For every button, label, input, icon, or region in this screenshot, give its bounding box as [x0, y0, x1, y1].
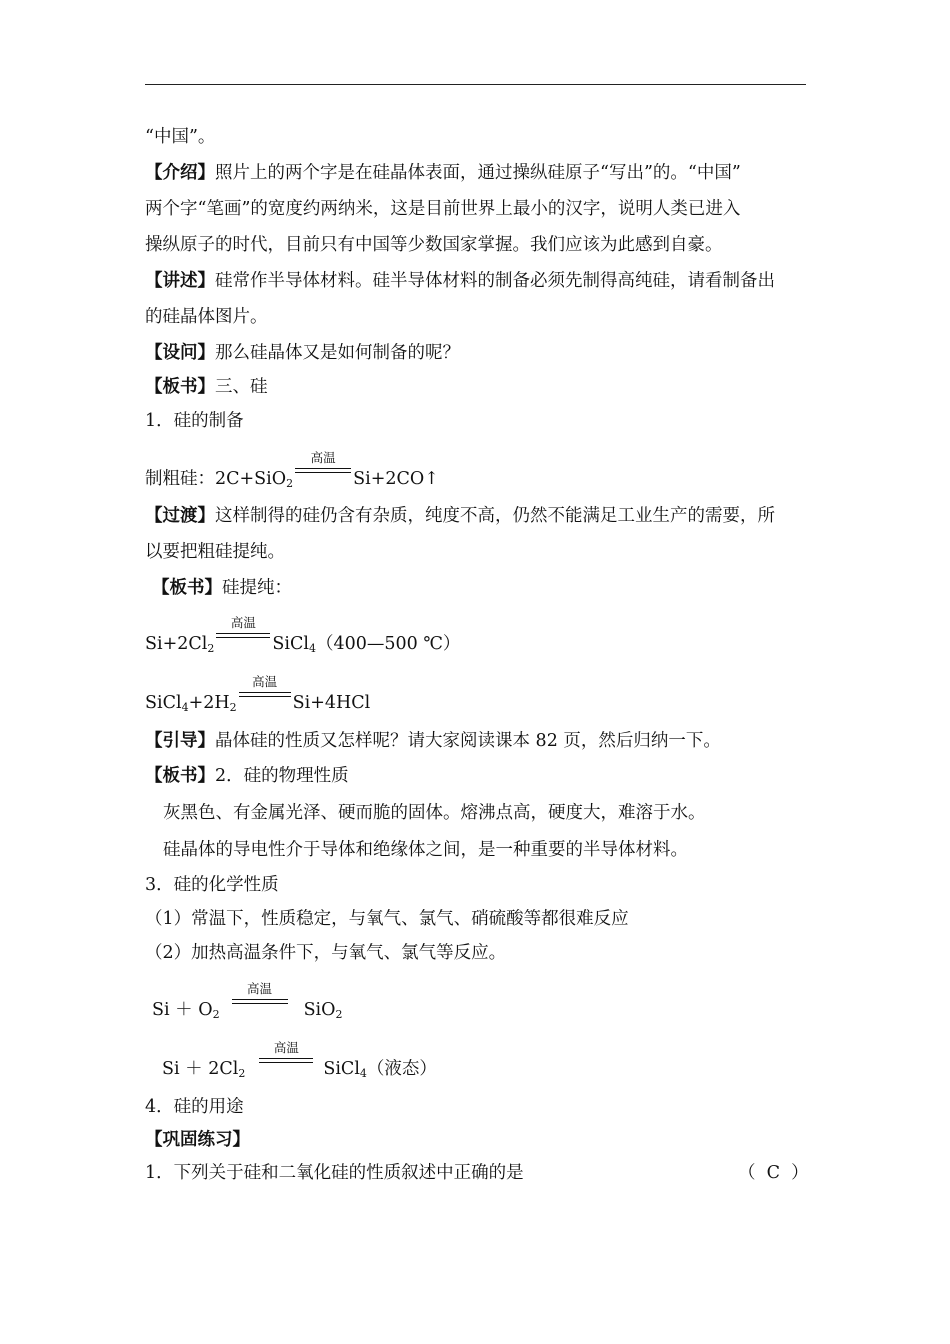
paragraph-line: 【介绍】照片上的两个字是在硅晶体表面，通过操纵硅原子“写出”的。“中国”	[145, 163, 741, 183]
section-tag: 【巩固练习】	[145, 1130, 250, 1150]
paragraph-line: 操纵原子的时代，目前只有中国等少数国家掌握。我们应该为此感到自豪。	[145, 235, 723, 255]
question-line: 1．下列关于硅和二氧化硅的性质叙述中正确的是	[145, 1163, 524, 1183]
paragraph-line: 两个字“笔画”的宽度约两纳米，这是目前世界上最小的汉字，说明人类已进入	[145, 199, 741, 219]
reaction-condition: 高温	[259, 1058, 313, 1080]
paragraph-line: 4．硅的用途	[145, 1097, 244, 1117]
equation-purify-1: $Si+2Cl_2$ 高温 SiCl$_4$（400—500 ℃）	[145, 615, 461, 655]
section-tag: 【设问】	[145, 343, 215, 363]
equation-crude-silicon: 制粗硅：2C+SiO$_2$ 高温 Si+2CO↑	[145, 450, 439, 490]
section-tag: 【板书】	[145, 377, 215, 397]
paragraph-line: “中国”。	[145, 127, 216, 147]
section-tag: 【介绍】	[145, 163, 215, 183]
section-tag: 【板书】	[152, 578, 222, 598]
section-tag: 【板书】	[145, 766, 215, 786]
paragraph-line: 灰黑色、有金属光泽、硬而脆的固体。熔沸点高，硬度大，难溶于水。	[163, 803, 706, 823]
header-rule	[145, 84, 806, 85]
paragraph-line: 【板书】2．硅的物理性质	[145, 766, 349, 786]
paragraph-line: 【板书】三、硅	[145, 377, 268, 397]
paragraph-line: 【设问】那么硅晶体又是如何制备的呢？	[145, 343, 460, 363]
paragraph-line: 【过渡】这样制得的硅仍含有杂质，纯度不高，仍然不能满足工业生产的需要，所	[145, 506, 775, 526]
section-tag: 【引导】	[145, 731, 215, 751]
paragraph-line: （1）常温下，性质稳定，与氧气、氯气、硝硫酸等都很难反应	[145, 909, 629, 929]
equation-si-o2: $Si + O_2$ 高温 SiO$_2$	[152, 981, 343, 1021]
section-tag: 【过渡】	[145, 506, 215, 526]
answer-bracket: （ C ）	[738, 1163, 809, 1183]
reaction-condition: 高温	[216, 633, 270, 655]
paragraph-line: （2）加热高温条件下，与氧气、氯气等反应。	[145, 943, 507, 963]
equation-si-cl2: $Si + 2Cl_2$ 高温 SiCl$_4$（液态）	[162, 1040, 437, 1080]
paragraph-line: 【引导】晶体硅的性质又怎样呢？请大家阅读课本 82 页，然后归纳一下。	[145, 731, 721, 751]
paragraph-line: 【讲述】硅常作半导体材料。硅半导体材料的制备必须先制得高纯硅，请看制备出	[145, 271, 775, 291]
paragraph-line: 以要把粗硅提纯。	[145, 542, 285, 562]
reaction-condition: 高温	[295, 468, 351, 490]
reaction-condition: 高温	[232, 999, 288, 1021]
section-tag: 【讲述】	[145, 271, 215, 291]
equation-purify-2: $SiCl_4+2H_2$ 高温 Si+4HCl	[145, 674, 371, 714]
reaction-condition: 高温	[239, 692, 291, 714]
paragraph-line: 3．硅的化学性质	[145, 875, 279, 895]
paragraph-line: 的硅晶体图片。	[145, 307, 268, 327]
paragraph-line: 【板书】硅提纯：	[152, 578, 292, 598]
paragraph-line: 1．硅的制备	[145, 411, 244, 431]
paragraph-line: 硅晶体的导电性介于导体和绝缘体之间，是一种重要的半导体材料。	[163, 840, 688, 860]
